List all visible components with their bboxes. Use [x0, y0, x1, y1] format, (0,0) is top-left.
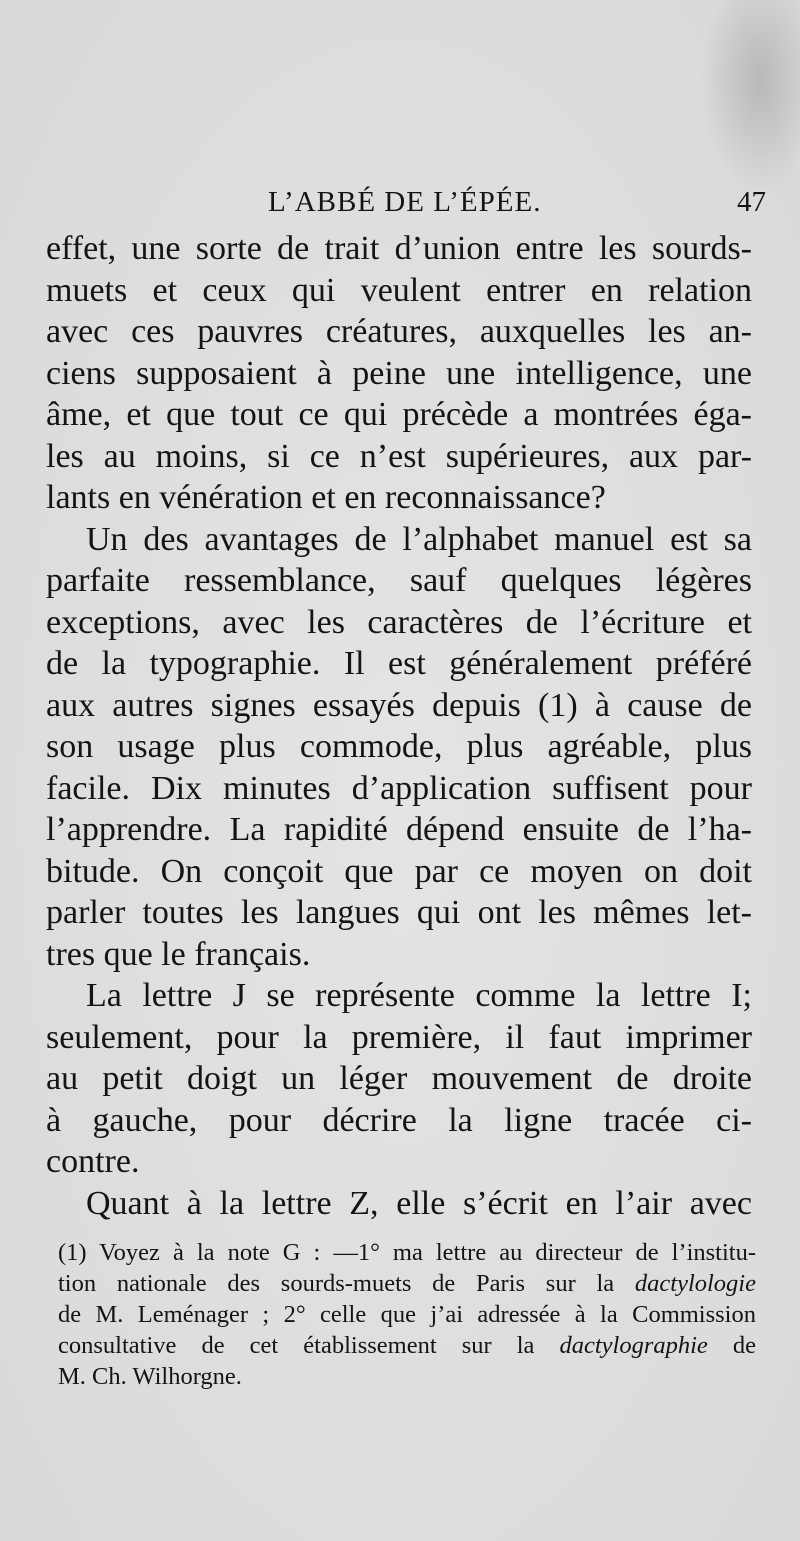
footnote-line [58, 1330, 756, 1361]
text-line: parfaite ressemblance, sauf quelques légères [46, 562, 752, 599]
footnote-line: M. Ch. Wilhorgne. [58, 1363, 242, 1390]
text-line: lants en vénération et en reconnaissance? [46, 479, 606, 516]
footnote-italic-term: dactylographie [559, 1332, 708, 1359]
running-title: L’ABBÉ DE L’ÉPÉE. [268, 186, 542, 218]
footnote-text: tion nationale des sourds-muets de Paris sur la [58, 1270, 635, 1297]
text-line: avec ces pauvres créatures, auxquelles les an- [46, 313, 752, 350]
text-line: exceptions, avec les caractères de l’écriture et [46, 603, 752, 641]
footnote-text: de [707, 1332, 756, 1359]
text-line: seulement, pour la première, il faut imprimer [46, 1018, 752, 1056]
footnote-line: de M. Leménager ; 2° celle que j’ai adressée à la Commission [58, 1301, 756, 1328]
text-line: à gauche, pour décrire la ligne tracée ci- [46, 1101, 752, 1139]
text-line: Un des avantages de l’alphabet manuel est sa [86, 520, 752, 558]
text-line: âme, et que tout ce qui précède a montrées éga- [46, 396, 752, 433]
footnote-line [58, 1268, 756, 1299]
text-line: son usage plus commode, plus agréable, plus [46, 728, 752, 765]
text-line: l’apprendre. La rapidité dépend ensuite de l’ha- [46, 811, 752, 848]
footnote-text: consultative de cet établissement sur la [58, 1332, 560, 1359]
text-line: muets et ceux qui veulent entrer en relation [46, 271, 752, 309]
text-line: tres que le français. [46, 935, 311, 973]
text-line: Quant à la lettre Z, elle s’écrit en l’air avec [86, 1184, 752, 1222]
main-text [46, 228, 752, 1224]
text-line: les au moins, si ce n’est supérieures, aux par- [46, 437, 752, 475]
footnote-line: (1) Voyez à la note G : —1° ma lettre au directeur de l’institu- [58, 1239, 756, 1266]
text-line: facile. Dix minutes d’application suffisent pour [46, 769, 752, 807]
page-number: 47 [737, 186, 766, 218]
running-head [40, 186, 770, 226]
text-line: contre. [46, 1143, 140, 1180]
footnote [58, 1237, 756, 1392]
text-line: bitude. On conçoit que par ce moyen on doit [46, 852, 752, 890]
text-line: La lettre J se représente comme la lettre I; [86, 977, 752, 1014]
text-line: effet, une sorte de trait d’union entre les sourds- [46, 230, 752, 267]
text-line: de la typographie. Il est généralement préféré [46, 645, 752, 682]
text-line: aux autres signes essayés depuis (1) à cause de [46, 686, 752, 724]
text-line: parler toutes les langues qui ont les mêmes let- [46, 894, 752, 931]
text-line: ciens supposaient à peine une intelligence, une [46, 354, 752, 392]
footnote-italic-term: dactylologie [634, 1270, 756, 1297]
text-line: au petit doigt un léger mouvement de droite [46, 1060, 752, 1097]
